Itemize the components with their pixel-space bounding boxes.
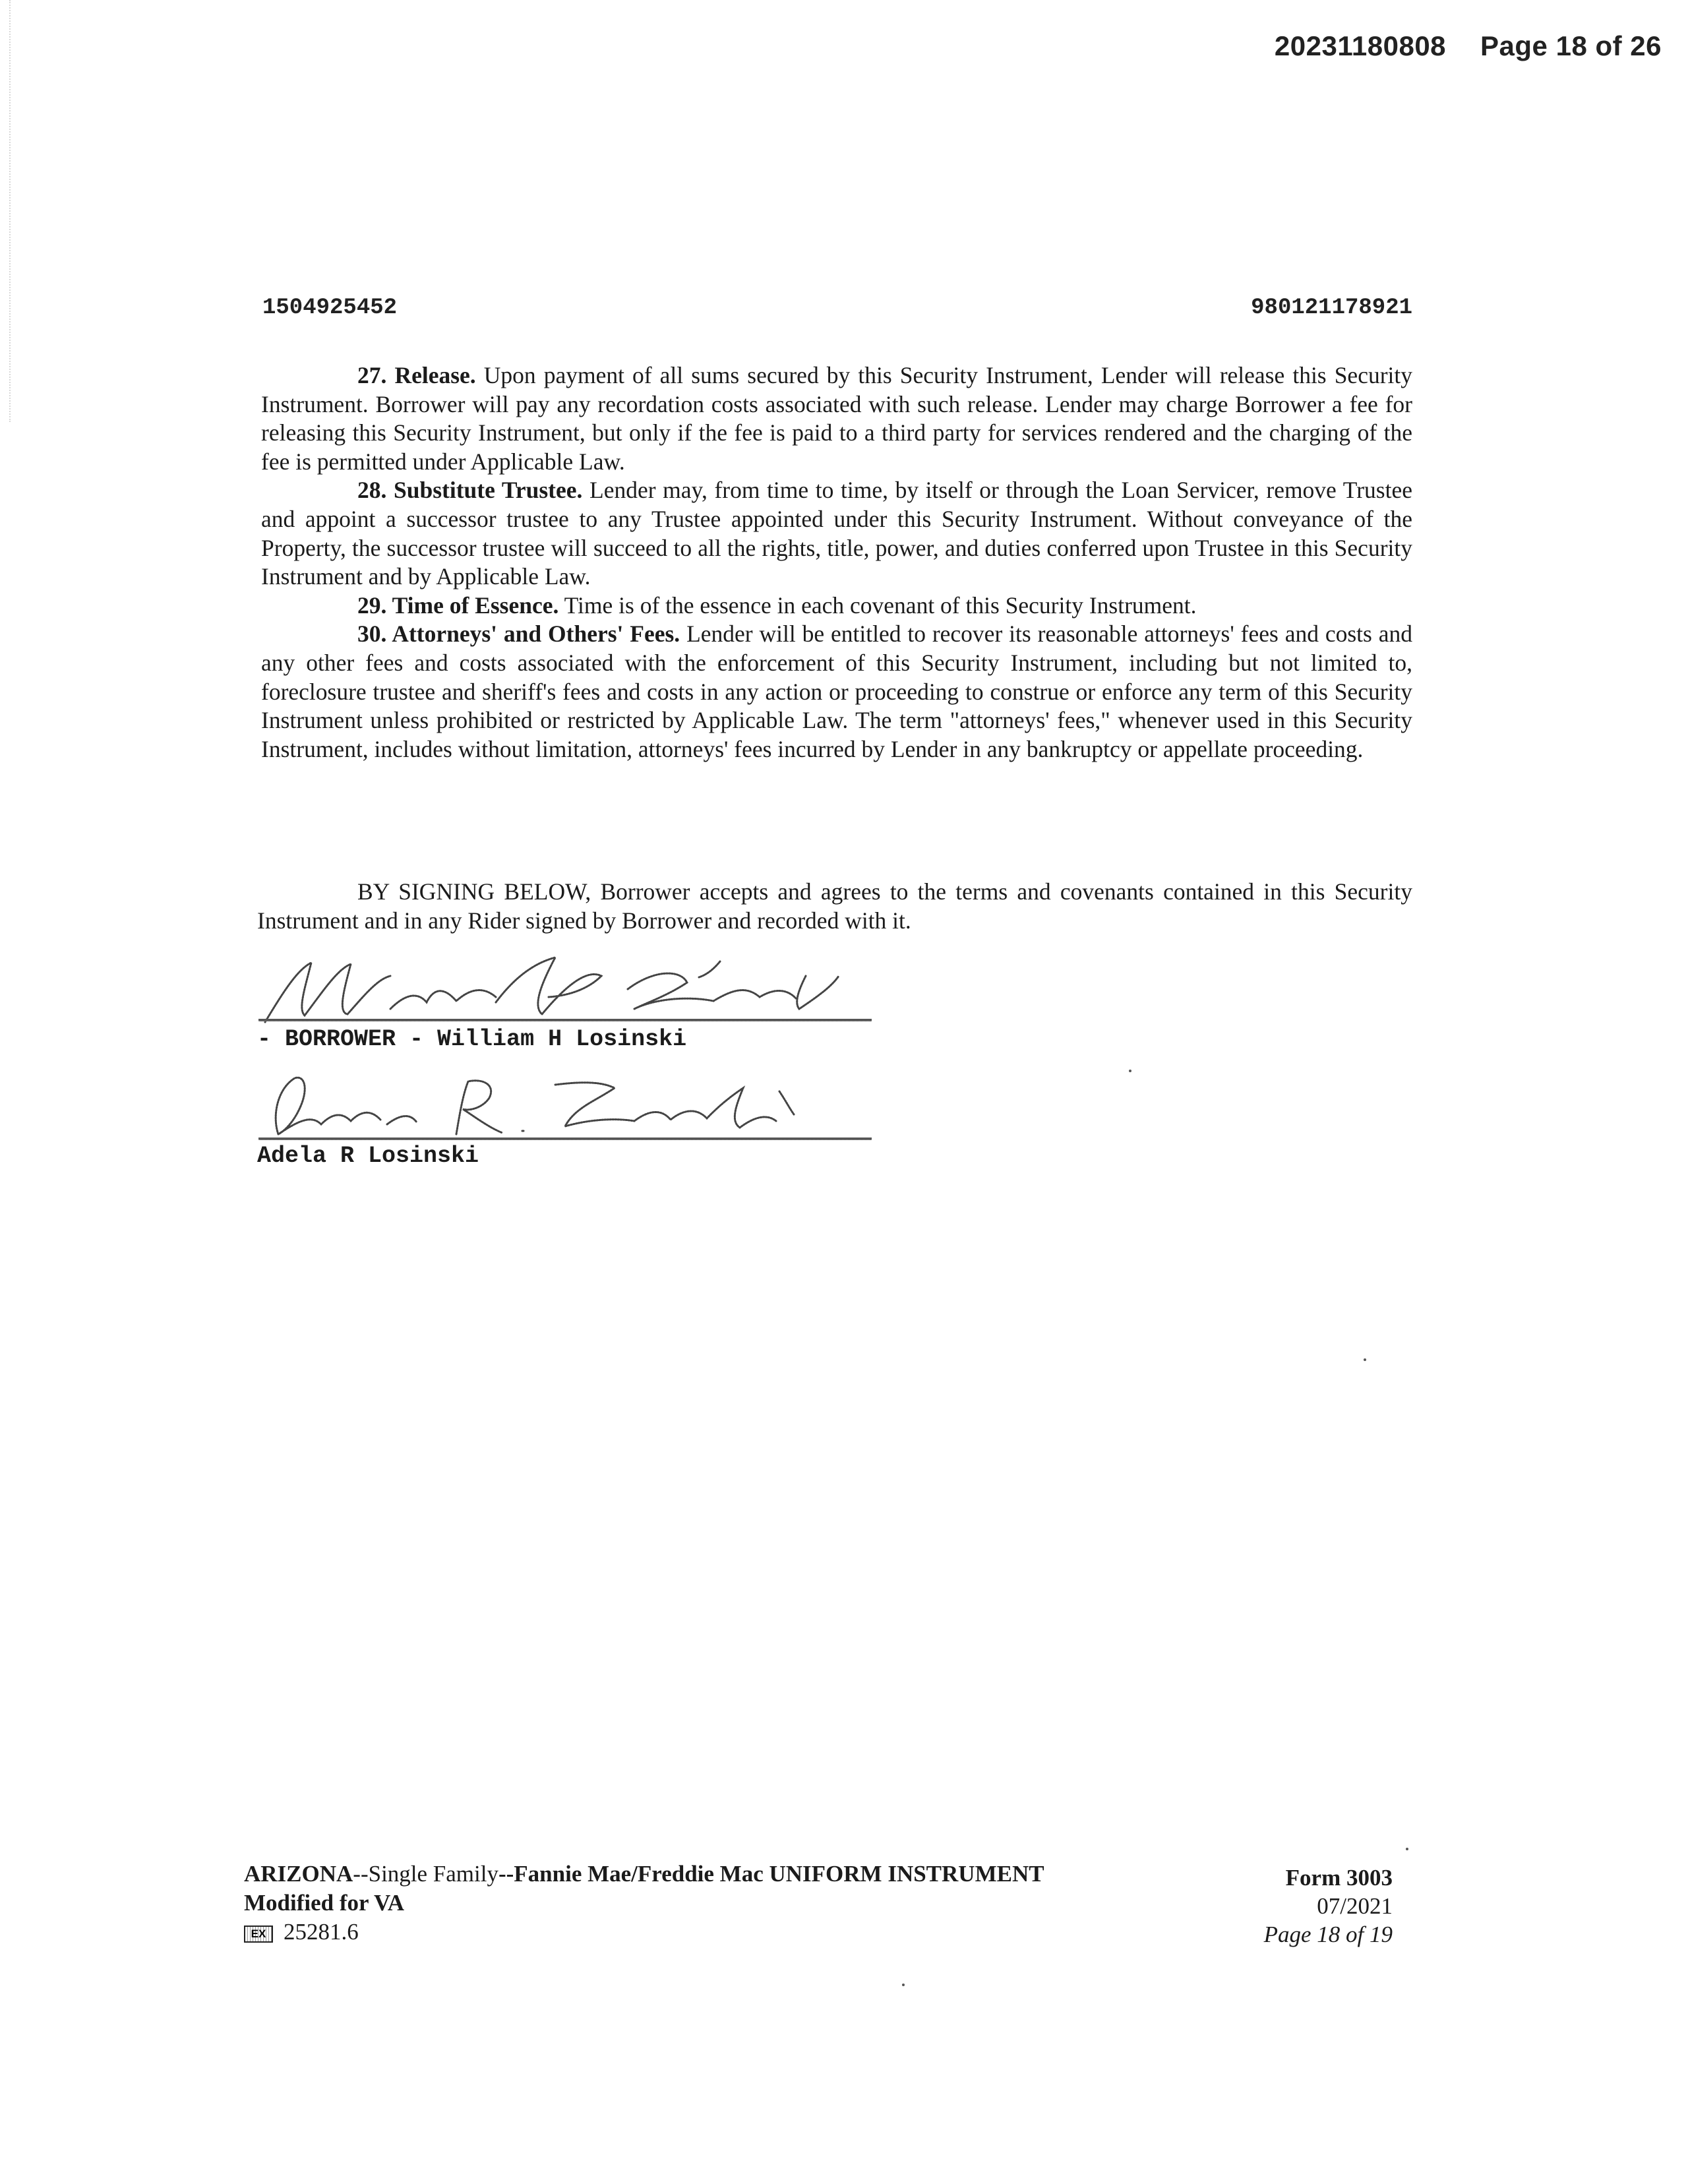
section-title: 28. Substitute Trustee. — [357, 477, 583, 504]
form-footer-left — [244, 1860, 1044, 1947]
min-number: 980121178921 — [1251, 295, 1412, 320]
form-footer-right — [1264, 1864, 1393, 1949]
recording-number: 20231180808 — [1274, 30, 1447, 61]
scan-speck — [1129, 1070, 1131, 1072]
scan-speck — [1364, 1358, 1366, 1361]
scan-speck — [902, 1984, 905, 1986]
form-separator: -- — [498, 1861, 514, 1887]
section-release — [261, 361, 1412, 476]
section-text: Lender will be entitled to recover its reasonable attorneys' fees and costs and any other fees and costs associated with the enforcement of this Security Instrument, including but not limited to, foreclosure trustee and sheriff's fees and costs in any action or proceeding to construe or enforce any term of this Security Instrument unless prohibited or restricted by Applicable Law. The term "attorneys' fees," whenever used in this Security Instrument, includes without limitation, attorneys' fees incurred by Lender in any bankruptcy or appellate proceeding. — [261, 621, 1412, 762]
section-text: Upon payment of all sums secured by this Security Instrument, Lender will release this Security Instrument. Borrower will pay any recordation costs associated with such release. Lender may charge Borrower a fee for releasing this Security Instrument, but only if the fee is paid to a third party for services rendered and the charging of the fee is permitted under Applicable Law. — [261, 362, 1412, 475]
scan-speck — [1406, 1848, 1408, 1850]
section-text: Time is of the essence in each covenant of this Security Instrument. — [558, 592, 1197, 619]
recording-stamp — [1275, 30, 1662, 62]
section-attorneys-fees — [261, 620, 1412, 764]
scan-edge-artifact — [9, 0, 12, 422]
form-family: Single Family — [368, 1861, 498, 1887]
section-title: 27. Release. — [357, 362, 476, 388]
form-modified-text: Modified for VA — [244, 1890, 405, 1916]
signature-line — [258, 1138, 872, 1140]
section-title: 29. Time of Essence. — [357, 592, 559, 619]
form-page: Page 18 of 19 — [1263, 1922, 1393, 1947]
form-modified — [244, 1889, 1044, 1918]
form-doc-code-row — [244, 1918, 1044, 1947]
form-state: ARIZONA — [244, 1861, 353, 1887]
signature-line — [258, 1019, 872, 1021]
section-text: Lender may, from time to time, by itself or through the Loan Servicer, remove Trustee and appoint a successor trustee to any Trustee appointed under this Security Instrument. Without conveyance of the Property, the successor trustee will succeed to all the rights, title, power, and duties conferred upon Trustee in this Security Instrument and by Applicable Law. — [261, 477, 1412, 590]
covenants-body — [261, 361, 1412, 764]
borrower-signature-william — [258, 950, 878, 1029]
borrower-caption-william: - BORROWER - William H Losinski — [257, 1026, 687, 1052]
section-substitute-trustee — [261, 476, 1412, 591]
form-doc-code: 25281.6 — [284, 1919, 359, 1945]
loan-number: 1504925452 — [262, 295, 398, 320]
borrower-caption-adela: Adela R Losinski — [257, 1143, 479, 1169]
recording-page-label: Page 18 of 26 — [1480, 30, 1662, 61]
form-date: 07/2021 — [1317, 1893, 1393, 1919]
form-instrument: Fannie Mae/Freddie Mac UNIFORM INSTRUMENT — [514, 1861, 1044, 1887]
form-separator: -- — [353, 1861, 369, 1887]
section-title: 30. Attorneys' and Others' Fees. — [357, 621, 680, 648]
borrower-signature-adela — [258, 1068, 878, 1141]
ex-logo-icon: EX — [244, 1926, 273, 1943]
form-number: Form 3003 — [1285, 1865, 1393, 1891]
signing-statement-text: BY SIGNING BELOW, Borrower accepts and agrees to the terms and covenants contained in this Security Instrument and in any Rider signed by Borrower and recorded with it. — [257, 878, 1412, 934]
form-title — [244, 1860, 1044, 1889]
signing-statement — [257, 877, 1412, 935]
section-time-of-essence — [261, 592, 1412, 621]
